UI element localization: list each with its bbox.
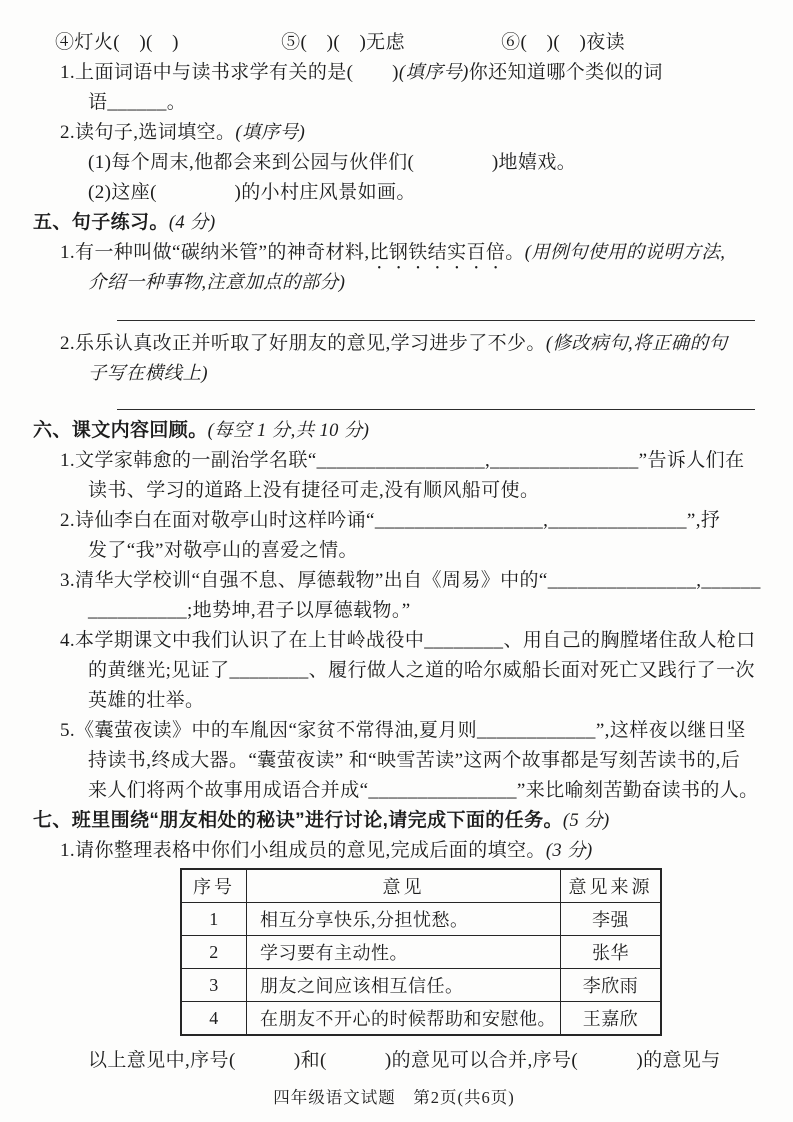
s6-q1-line1	[60, 446, 755, 476]
question-text: 1.请你整理表格中你们小组成员的意见,完成后面的填空。	[60, 840, 546, 861]
question-text: 语______。	[88, 92, 187, 113]
section-score: (每空 1 分,共 10 分)	[207, 421, 370, 441]
question-text: 3.清华大学校训“自强不息、厚德载物”出自《周易》中的“_______________,______	[60, 570, 761, 591]
instruction-note: (填序号)	[398, 63, 469, 83]
word-items-row	[55, 28, 755, 58]
question-text: 发了“我”对敬亭山的喜爱之情。	[88, 540, 358, 561]
table-cell-source: 李欣雨	[561, 969, 662, 1002]
table-row	[181, 903, 661, 936]
question-text: 来人们将两个故事用成语合并成“_______________”来比喻刻苦勤奋读书的人。	[88, 780, 759, 801]
question-text: 读书、学习的道路上没有捷径可走,没有顺风船可使。	[88, 480, 540, 501]
table-header-cell: 序号	[181, 869, 247, 903]
table-cell-source: 李强	[561, 903, 662, 936]
subq1-line2	[88, 88, 755, 118]
question-text: (2)这座( )的小村庄风景如画。	[88, 182, 416, 203]
s6-q4-line2	[88, 656, 755, 686]
table-cell-number: 2	[181, 936, 247, 969]
subq2-item1	[88, 148, 755, 178]
question-text: 1.有一种叫做“碳纳米管”的神奇材料,	[60, 242, 370, 263]
question-text: 2.诗仙李白在面对敬亭山时这样吟诵“_________________,______________”,抒	[60, 510, 721, 531]
table-cell-opinion: 学习要有主动性。	[247, 936, 561, 969]
s7-conclusion-line	[88, 1046, 755, 1076]
section-score: (4 分)	[168, 213, 216, 233]
s6-q1-line2	[88, 476, 755, 506]
question-text: 你还知道哪个类似的词	[468, 62, 663, 83]
s6-q3-line1	[60, 566, 761, 596]
s5-q2-line1	[60, 329, 755, 359]
table-header-cell: 意见	[247, 869, 561, 903]
table-cell-number: 3	[181, 969, 247, 1002]
instruction-note: 介绍一种事物,注意加点的部分)	[88, 273, 346, 293]
word-item-6: ⑥( )( )夜读	[501, 32, 626, 53]
instruction-note: (3 分)	[545, 841, 593, 861]
table-cell-source: 王嘉欣	[561, 1002, 662, 1036]
s6-q3-line2	[88, 596, 755, 626]
table-row	[181, 969, 661, 1002]
page-footer	[33, 1084, 755, 1108]
question-text: 英雄的壮举。	[88, 690, 205, 711]
question-text: 1.上面词语中与读书求学有关的是( )	[60, 62, 399, 83]
emphasized-text: 比钢铁结实百倍	[369, 242, 506, 263]
s6-q2-line1	[60, 506, 755, 536]
question-text: __________;地势坤,君子以厚德载物。”	[88, 600, 411, 621]
table-header-cell: 意见来源	[561, 869, 662, 903]
s6-q5-line3	[88, 776, 759, 806]
section-title: 七、班里围绕“朋友相处的秘诀”进行讨论,请完成下面的任务。	[33, 810, 563, 831]
table-cell-number: 1	[181, 903, 247, 936]
table-cell-opinion: 在朋友不开心的时候帮助和安慰他。	[247, 1002, 561, 1036]
section7-heading	[33, 806, 755, 836]
word-item-4: ④灯火( )( )	[55, 32, 179, 53]
question-text: 5.《囊萤夜读》中的车胤因“家贫不常得油,夏月则____________”,这样夜以继日坚	[60, 720, 746, 741]
question-text: 以上意见中,序号( )和( )的意见可以合并,序号( )的意见与	[88, 1050, 721, 1071]
opinions-table	[180, 868, 662, 1036]
answer-line	[117, 389, 755, 410]
question-text: 4.本学期课文中我们认识了在上甘岭战役中________、用自己的胸膛堵住敌人枪口	[60, 630, 756, 651]
table-cell-opinion: 相互分享快乐,分担忧愁。	[247, 903, 561, 936]
table-header-row	[181, 869, 661, 903]
subq2-head	[60, 118, 755, 148]
s6-q4-line1	[60, 626, 755, 656]
section6-heading	[33, 416, 755, 446]
word-item-5: ⑤( )( )无虑	[281, 32, 405, 53]
section-title: 六、课文内容回顾。	[33, 420, 208, 441]
subq2-item2	[88, 178, 755, 208]
question-text: 的黄继光;见证了________、履行做人之道的哈尔威船长面对死亡又践行了一次	[88, 660, 755, 681]
section5-heading	[33, 208, 755, 238]
s7-q1-line	[60, 836, 755, 866]
table-cell-number: 4	[181, 1002, 247, 1036]
question-text: 持读书,终成大器。“囊萤夜读” 和“映雪苦读”这两个故事都是写刻苦读书的,后	[88, 750, 741, 771]
instruction-note: (用例句使用的说明方法,	[524, 243, 726, 263]
question-text: 。	[505, 242, 525, 263]
s6-q2-line2	[88, 536, 755, 566]
answer-line	[117, 298, 755, 321]
section-score: (5 分)	[562, 811, 610, 831]
subq1-line1	[60, 58, 755, 88]
question-text: 2.读句子,选词填空。	[60, 122, 236, 143]
instruction-note: (填序号)	[235, 123, 306, 143]
question-text: (1)每个周末,他都会来到公园与伙伴们( )地嬉戏。	[88, 152, 577, 173]
footer-text: 四年级语文试题 第2页(共6页)	[273, 1088, 515, 1107]
s5-q1-line1	[60, 238, 755, 268]
s6-q5-line2	[88, 746, 755, 776]
s5-q2-line2	[88, 359, 755, 389]
section-title: 五、句子练习。	[33, 212, 169, 233]
instruction-note: 子写在横线上)	[88, 364, 208, 384]
table-row	[181, 1002, 661, 1036]
table-row	[181, 936, 661, 969]
question-text: 1.文学家韩愈的一副治学名联“_________________,_______________”告诉人们在	[60, 450, 745, 471]
s5-q1-line2	[88, 268, 755, 298]
question-text: 2.乐乐认真改正并听取了好朋友的意见,学习进步了不少。	[60, 333, 546, 354]
s6-q4-line3	[88, 686, 755, 716]
table-cell-opinion: 朋友之间应该相互信任。	[247, 969, 561, 1002]
table-cell-source: 张华	[561, 936, 662, 969]
s6-q5-line1	[60, 716, 755, 746]
instruction-note: (修改病句,将正确的句	[545, 334, 728, 354]
